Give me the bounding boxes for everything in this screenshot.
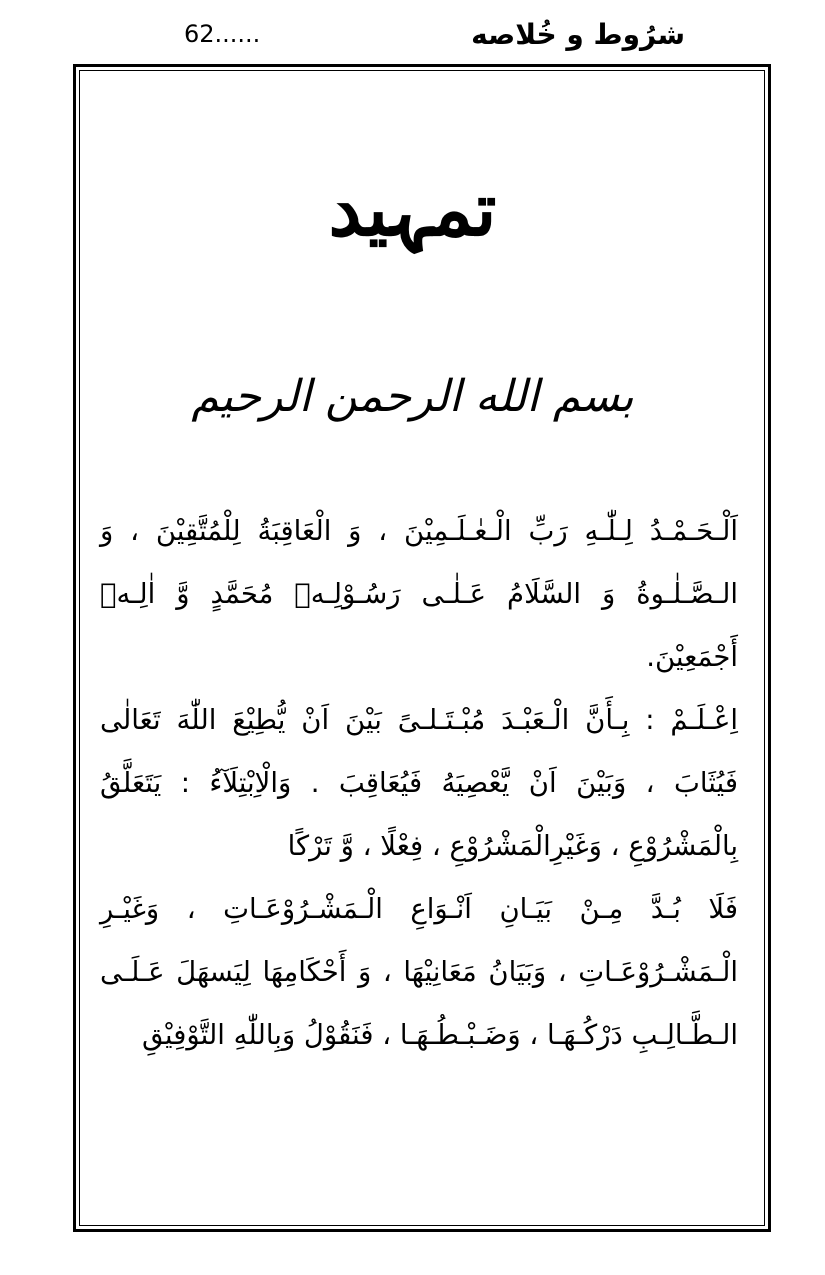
chapter-title: تمہید	[328, 167, 497, 253]
page-number: 62......	[184, 20, 261, 48]
book-title: شرُوط و خُلاصه	[471, 18, 685, 51]
paragraph-know: اِعْـلَـمْ : بِـأَنَّ الْـعَبْـدَ مُبْـتَـلـىً بَيْنَ اَنْ يُّطِيْعَ اللّٰهَ تَعَالٰى فَيُثَابَ ، وَبَيْنَ اَنْ يَّعْصِيَهُ فَيُعَاقِبَ . وَالْاِبْتِلَآءُ : يَتَعَلَّقُ بِالْمَشْرُوْعِ ، وَغَيْرِالْمَشْرُوْعِ ، فِعْلًا ، وَّ تَرْكًا	[100, 704, 738, 862]
body-text	[100, 500, 738, 1067]
paragraph-praise: اَلْـحَـمْـدُ لِـلّٰـهِ رَبِّ الْـعٰـلَـمِيْنَ ، وَ الْعَاقِبَةُ لِلْمُتَّقِيْنَ ، وَ الـصَّـلٰـوةُ وَ السَّلَامُ عَـلٰـى رَسُـوْلِـهٖ مُحَمَّدٍ وَّ اٰلِـهٖ أَجْمَعِيْنَ.	[100, 515, 738, 673]
paragraph-statement: فَلَا بُـدَّ مِـنْ بَيَـانِ اَنْـوَاعِ الْـمَشْـرُوْعَـاتِ ، وَغَيْـرِ الْـمَشْـرُوْعَـاتِ ، وَبَيَانُ مَعَانِيْهَا ، وَ أَحْكَامِهَا لِيَسهَلَ عَـلَـى الـطَّـالِـبِ دَرْكُـهَـا ، وَضَـبْـطُـهَـا ، فَنَقُوْلُ وَبِاللّٰهِ التَّوْفِيْقِ	[100, 893, 738, 1051]
basmala: بسم الله الرحمن الرحيم	[191, 371, 634, 422]
